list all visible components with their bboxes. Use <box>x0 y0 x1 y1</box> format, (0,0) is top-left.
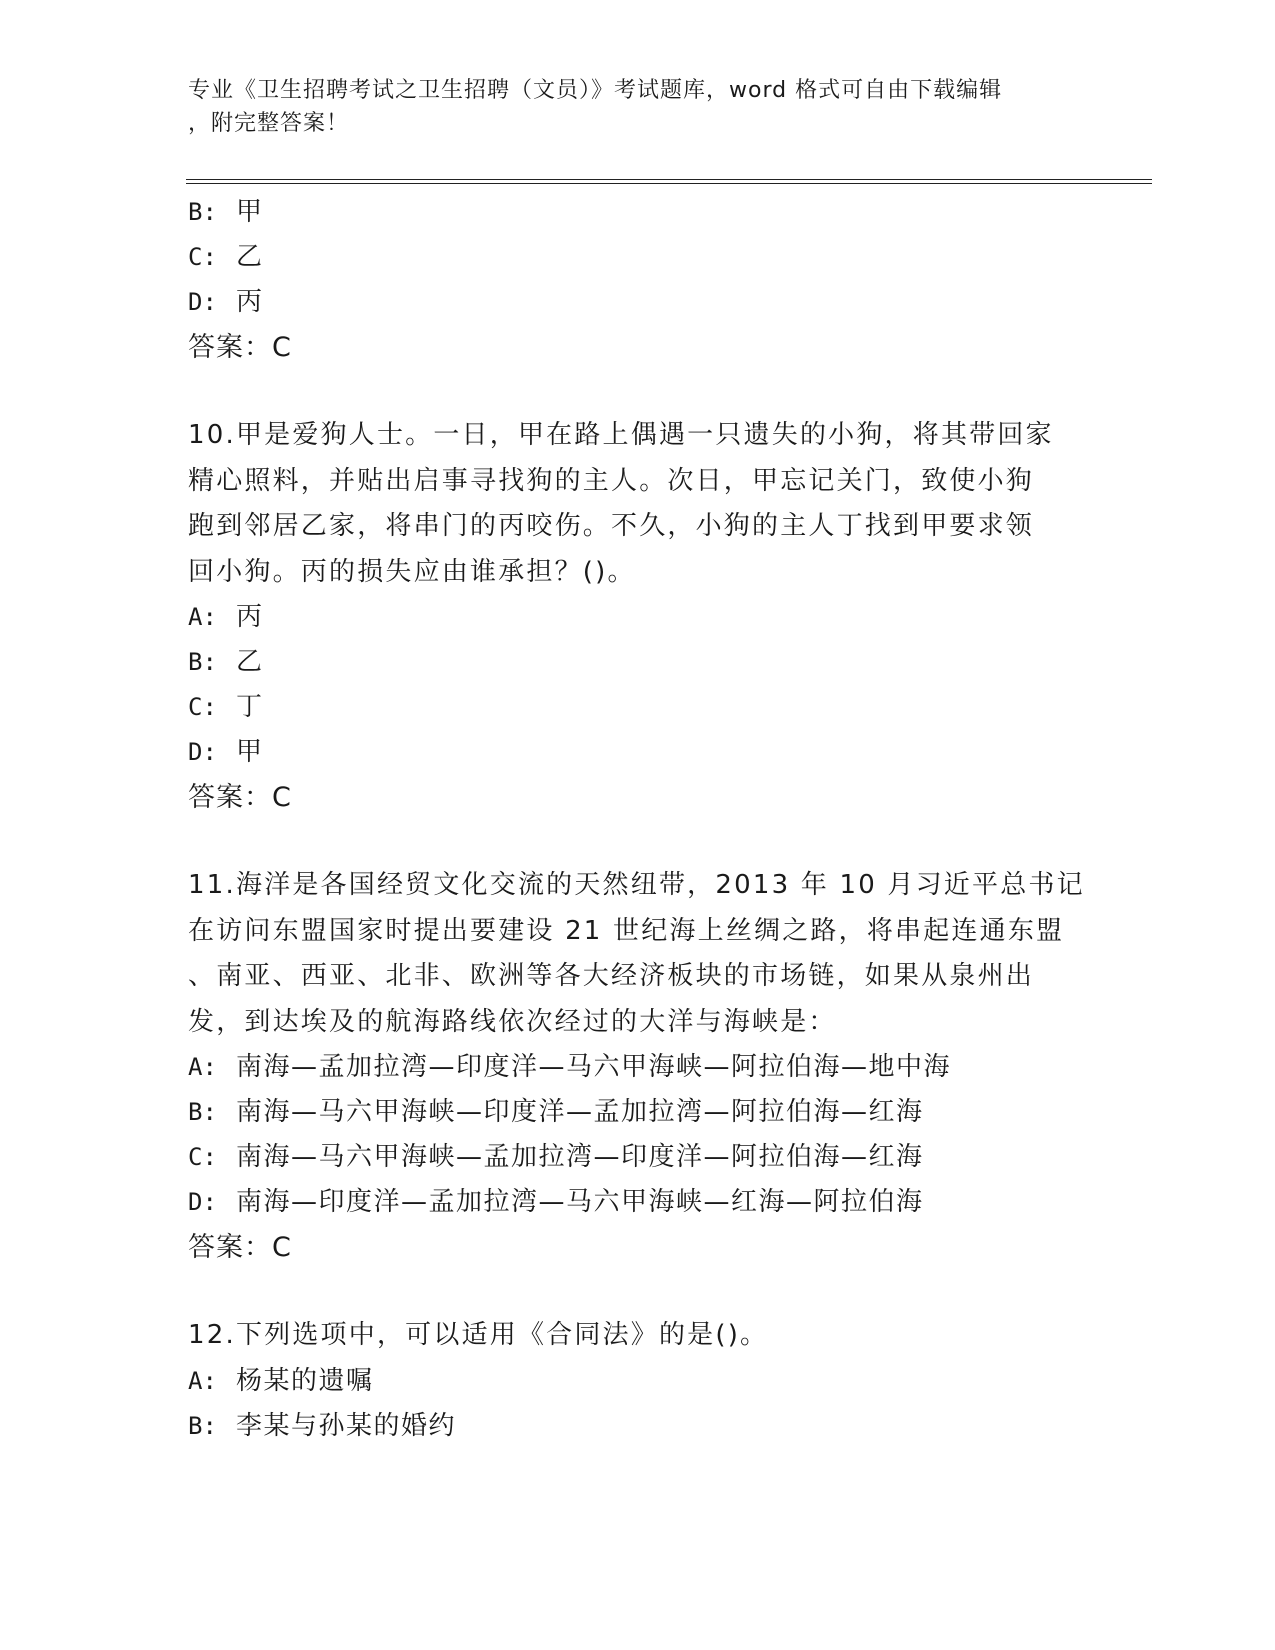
option-b <box>188 640 1088 685</box>
option-letter: B: <box>188 1098 217 1126</box>
option-b <box>188 1090 1088 1135</box>
option-b <box>188 190 1088 235</box>
header-rule-top <box>186 179 1152 180</box>
option-text: 乙 <box>236 242 264 272</box>
option-text: 丁 <box>236 692 264 722</box>
option-text: 南海—马六甲海峡—孟加拉湾—印度洋—阿拉伯海—红海 <box>236 1142 924 1172</box>
option-b <box>188 1404 1088 1449</box>
answer-line: 答案：C <box>188 1232 292 1263</box>
header-line-1: 专业《卫生招聘考试之卫生招聘（文员）》考试题库，word 格式可自由下载编辑 <box>188 78 1003 103</box>
question-11 <box>188 863 1088 1270</box>
question-text-line: 发，到达埃及的航海路线依次经过的大洋与海峡是： <box>188 1006 837 1037</box>
option-letter: A: <box>188 603 217 631</box>
answer-line: 答案：C <box>188 782 292 813</box>
option-a <box>188 595 1088 640</box>
question-text-line: 、南亚、西亚、北非、欧洲等各大经济板块的市场链，如果从泉州出 <box>188 961 1035 991</box>
option-text: 乙 <box>236 647 264 677</box>
option-letter: B: <box>188 648 217 676</box>
question-10 <box>188 413 1088 820</box>
option-text: 丙 <box>236 602 264 632</box>
question-text-line: 回小狗。丙的损失应由谁承担？()。 <box>188 556 636 587</box>
question-12 <box>188 1313 1088 1449</box>
option-letter: D: <box>188 738 217 766</box>
option-d <box>188 730 1088 775</box>
spacer <box>188 370 1088 413</box>
option-letter: C: <box>188 243 217 271</box>
option-c <box>188 685 1088 730</box>
option-text: 李某与孙某的婚约 <box>236 1410 457 1441</box>
question-prev <box>188 190 1088 370</box>
option-text: 杨某的遗嘱 <box>236 1365 374 1396</box>
option-c <box>188 235 1088 280</box>
option-text: 南海—印度洋—孟加拉湾—马六甲海峡—红海—阿拉伯海 <box>236 1187 924 1217</box>
option-text: 甲 <box>236 737 264 767</box>
option-text: 甲 <box>236 197 264 227</box>
option-text: 南海—马六甲海峡—印度洋—孟加拉湾—阿拉伯海—红海 <box>236 1097 924 1127</box>
option-c <box>188 1135 1088 1180</box>
question-text-line: 在访问东盟国家时提出要建设 21 世纪海上丝绸之路，将串起连通东盟 <box>188 915 1065 946</box>
option-letter: D: <box>188 1188 217 1216</box>
option-letter: B: <box>188 1411 217 1440</box>
option-letter: D: <box>188 288 217 316</box>
answer-line: 答案：C <box>188 332 292 363</box>
option-a <box>188 1045 1088 1090</box>
question-text-line: 跑到邻居乙家，将串门的丙咬伤。不久，小狗的主人丁找到甲要求领 <box>188 511 1035 541</box>
option-letter: A: <box>188 1053 217 1081</box>
spacer <box>188 820 1088 863</box>
question-text-line: 12.下列选项中，可以适用《合同法》的是()。 <box>188 1320 769 1350</box>
option-d <box>188 1180 1088 1225</box>
option-letter: C: <box>188 1143 217 1171</box>
spacer <box>188 1270 1088 1313</box>
option-a <box>188 1359 1088 1404</box>
document-header <box>188 74 1068 140</box>
question-text-line: 11.海洋是各国经贸文化交流的天然纽带，2013 年 10 月习近平总书记 <box>188 870 1085 900</box>
question-text-line: 精心照料，并贴出启事寻找狗的主人。次日，甲忘记关门，致使小狗 <box>188 465 1035 496</box>
option-text: 丙 <box>236 287 264 317</box>
option-letter: B: <box>188 198 217 226</box>
question-list <box>188 190 1088 1449</box>
question-text-line: 10.甲是爱狗人士。一日，甲在路上偶遇一只遗失的小狗，将其带回家 <box>188 420 1054 450</box>
option-letter: A: <box>188 1366 217 1395</box>
option-d <box>188 280 1088 325</box>
header-line-2: ，附完整答案！ <box>188 111 350 136</box>
option-text: 南海—孟加拉湾—印度洋—马六甲海峡—阿拉伯海—地中海 <box>236 1052 952 1082</box>
option-letter: C: <box>188 693 217 721</box>
header-rule-bottom <box>186 183 1152 184</box>
